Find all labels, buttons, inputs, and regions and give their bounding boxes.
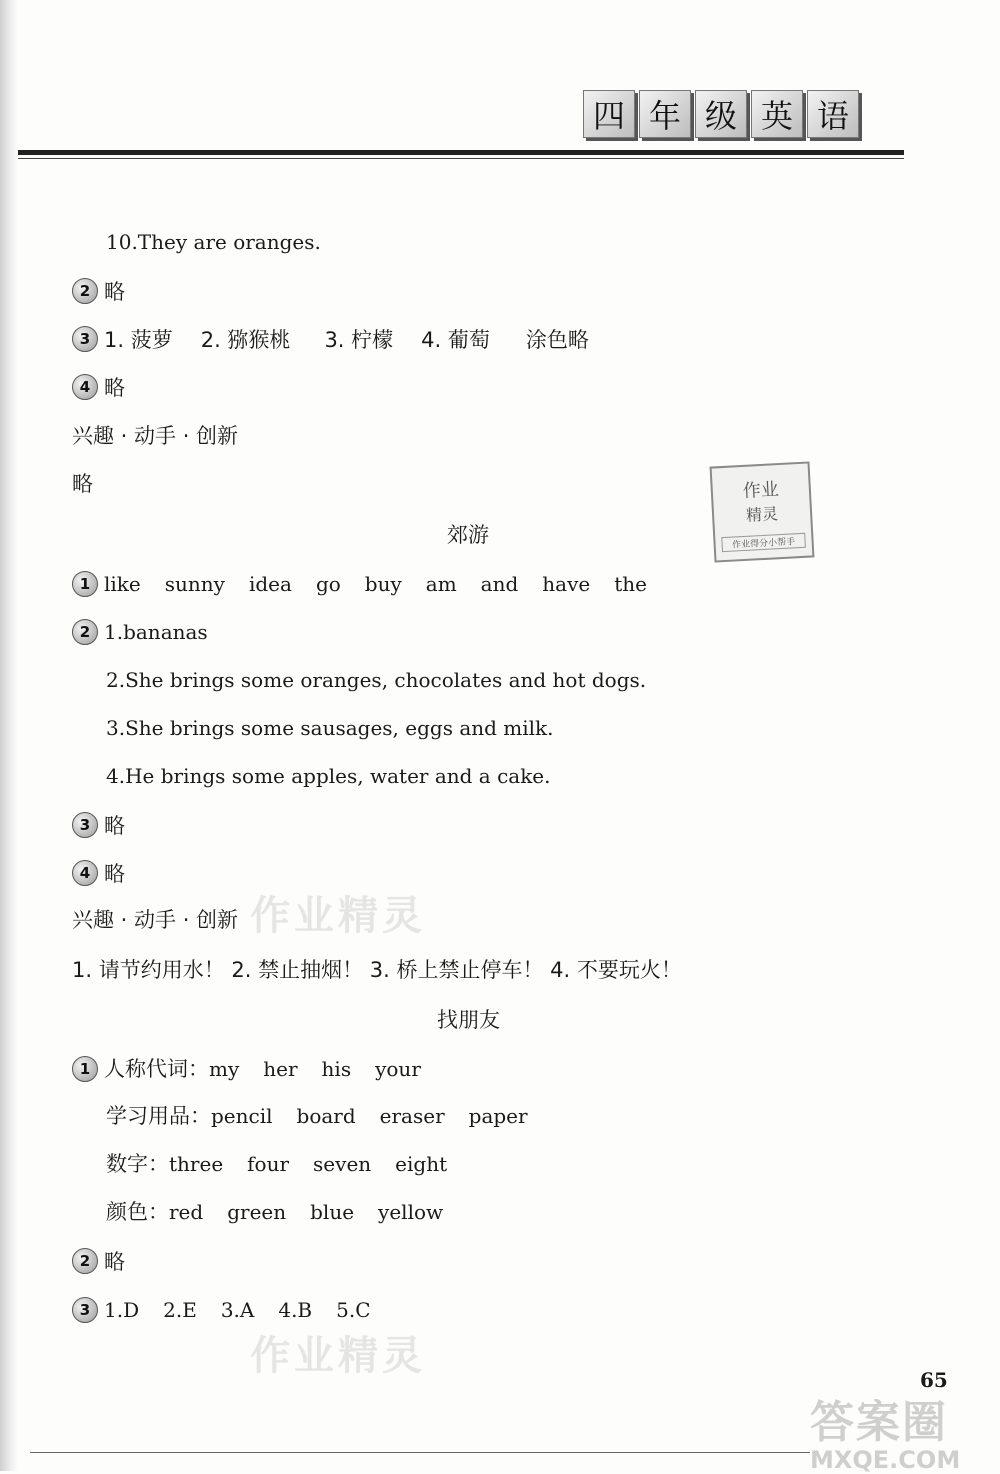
circle-number-2: 2 [72, 278, 98, 304]
interest-heading: 兴趣 · 动手 · 创新 [72, 424, 239, 448]
answer-text: 略 [104, 814, 125, 838]
interest-heading: 兴趣 · 动手 · 创新 [72, 908, 239, 932]
page-number: 65 [920, 1368, 948, 1392]
word: yellow [378, 1200, 444, 1224]
choice-answer: 1.D [104, 1298, 140, 1322]
circle-number-3: 3 [72, 812, 98, 838]
answer-line: 2.She brings some oranges, chocolates and hot dogs. [106, 668, 647, 692]
answer-text: 略 [104, 862, 125, 886]
word: like [104, 572, 141, 596]
question-1 [72, 1055, 421, 1084]
word: her [263, 1057, 298, 1081]
word: eraser [379, 1104, 445, 1128]
bottom-rule [30, 1452, 810, 1453]
answer-line-10: 10.They are oranges. [106, 230, 321, 254]
fruit-answer: 3. 柠檬 [324, 328, 394, 352]
signs-answer: 1. 请节约用水！ 2. 禁止抽烟！ 3. 桥上禁止停车！ 4. 不要玩火！ [72, 958, 682, 982]
header-title [583, 90, 859, 138]
fruit-answer: 涂色略 [525, 328, 589, 352]
header-rule-thin [18, 158, 904, 159]
title-char: 英 [751, 90, 803, 138]
answer-line: 1.bananas [104, 620, 208, 644]
question-3 [72, 812, 125, 840]
question-4 [72, 374, 125, 402]
choice-answer: 5.C [336, 1298, 371, 1322]
fruit-answer: 2. 猕猴桃 [200, 328, 291, 352]
word: seven [313, 1152, 372, 1176]
circle-number-2: 2 [72, 1248, 98, 1274]
word: idea [248, 572, 292, 596]
section-title-zhaopengyou: 找朋友 [437, 1008, 500, 1032]
word-group [106, 1102, 528, 1130]
word: the [614, 572, 647, 596]
group-label: 数字： [106, 1152, 169, 1176]
answer-text: 略 [104, 1250, 125, 1274]
word: paper [468, 1104, 528, 1128]
word: three [169, 1152, 224, 1176]
word: sunny [164, 572, 225, 596]
fruit-answer: 1. 菠萝 [104, 328, 173, 352]
word: red [169, 1200, 204, 1224]
title-char: 级 [695, 90, 747, 138]
header-rule [18, 150, 904, 155]
circle-number-4: 4 [72, 860, 98, 886]
watermark: 作业精灵 [250, 893, 426, 939]
circle-number-2: 2 [72, 619, 98, 645]
group-label: 学习用品： [106, 1104, 211, 1128]
answer-line: 3.She brings some sausages, eggs and milk. [106, 716, 554, 740]
question-1 [72, 570, 647, 599]
title-char: 四 [583, 90, 635, 138]
word-group [106, 1198, 443, 1226]
question-4 [72, 860, 125, 888]
circle-number-4: 4 [72, 374, 98, 400]
answer-line: 4.He brings some apples, water and a cake. [106, 764, 551, 788]
answer-text: 略 [104, 280, 125, 304]
question-2 [72, 618, 208, 647]
question-3 [72, 1296, 371, 1325]
title-char: 年 [639, 90, 691, 138]
question-2 [72, 1248, 125, 1276]
question-3 [72, 326, 589, 354]
word: buy [364, 572, 402, 596]
word: board [296, 1104, 356, 1128]
word: green [227, 1200, 287, 1224]
word: eight [395, 1152, 448, 1176]
word: your [375, 1057, 421, 1081]
fruit-answer: 4. 葡萄 [421, 328, 490, 352]
choice-answer: 4.B [278, 1298, 313, 1322]
section-title-jiaoyou: 郊游 [447, 523, 489, 547]
question-2 [72, 278, 125, 306]
circle-number-1: 1 [72, 1056, 98, 1082]
circle-number-3: 3 [72, 326, 98, 352]
word: pencil [211, 1104, 273, 1128]
stamp-logo: 作业 精灵 作业得分小帮手 [710, 461, 815, 562]
watermark: 作业精灵 [250, 1333, 426, 1379]
group-label: 人称代词： [104, 1057, 209, 1081]
word: go [315, 572, 341, 596]
group-label: 颜色： [106, 1200, 169, 1224]
word: four [247, 1152, 290, 1176]
word-group [106, 1150, 447, 1178]
answer-text: 略 [72, 472, 93, 496]
choice-answer: 3.A [220, 1298, 255, 1322]
page-left-edge [0, 0, 18, 1471]
title-char: 语 [807, 90, 859, 138]
word: and [480, 572, 519, 596]
choice-answer: 2.E [163, 1298, 197, 1322]
site-watermark: 答案圈 MXQE.COM [810, 1397, 961, 1474]
answer-text: 略 [104, 376, 125, 400]
word: am [425, 572, 457, 596]
circle-number-1: 1 [72, 571, 98, 597]
word: his [321, 1057, 352, 1081]
circle-number-3: 3 [72, 1297, 98, 1323]
word: have [542, 572, 591, 596]
word: blue [310, 1200, 355, 1224]
word: my [209, 1057, 240, 1081]
